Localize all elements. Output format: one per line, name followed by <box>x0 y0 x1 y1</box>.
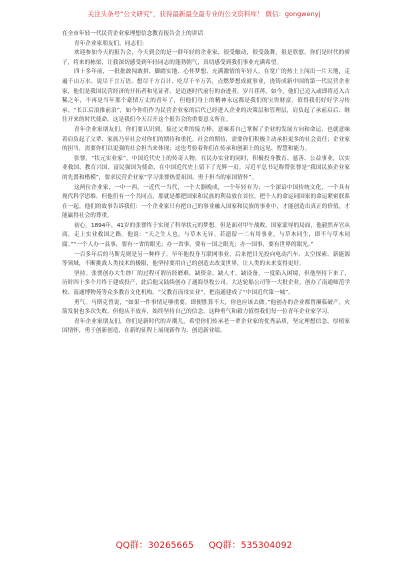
paragraph: 欢迎参加今天的报告会，今天到会的是一群年轻的企业家，很受触动，很受鼓舞，很是欣慰。你们是时代的骄子，将来的栋梁，让我深切感受到年轻同志的蓬勃朝气，真切感受到我们事业充满希望。 <box>62 50 350 66</box>
paragraph: 四十多年前，一批批敢闯敢拼、脚踏实地、心怀梦想、充满激情的年轻人，在宽广的热土上闯出一片天地，走遍千山万水、说尽千言万语、想尽千方百计、吃尽千辛万苦，点燃梦想成就事业，浇铸成新中国的第一代民营企业家，他们是我国民营经济的开拓者和见证者，是追逐时代前行的奋进者。岁月荏苒，如今，他们已迈入或即将迈入古稀之年，不再是当年那个豪情万丈的青年了，但他们身上的精神永远都是我们的宝贵财富，值得我们好好学习传承。“长江后浪推前浪”，如今你们作为民营企业家的后代已经进入企业的决策层和管理层，肩负起了承前启后、继往开来的时代使命，这是我们今天召开这个报告会的重要意义所在。 <box>62 69 350 124</box>
qq-group-1[interactable]: QQ群：30265665 <box>115 541 194 551</box>
paragraph: 青年企业家朋友们，你们要认识到，接过父辈的接力棒，意味着自己掌握了企业的发展方向和命运，也就意味着肩负起了父辈、家族乃至社会对你们的期待和重托。社会的期待，需要你们积极主动承担更多的社会责任；企业家的担当，需要你们以更强的社会担当来体现；这也考验着你们在传承和创新上的远见、智慧和能力。 <box>62 126 350 153</box>
document-body <box>62 30 350 530</box>
paragraph: 坚持。张謇创办大生纱厂的过程可谓历经磨难，缺资金、缺人才、缺设备，一度陷入困境，但他坚持下来了，历时四十多个月终于建成投产，此后他又陆续创办了通海垦牧公司、大达轮船公司等一大批企业，创办了南通师范学校、南通博物苑等众多教育文化机构，“父教育而母实业”，把南通建成了“中国近代第一城”。 <box>62 270 350 297</box>
paragraph: 初心。1894年，41岁的张謇终于实现了科举状元的梦想。但是面对甲午战败、国家蒙辱的局面，他毅然弃官从商，走上实业救国之路。他说：“天之生人也，与草木无异。若遗留一二有用事业，与草木同生，即不与草木同腐。”“一个人办一县事，要有一省的眼光；办一省事，要有一国之眼光；办一国事，要有世界的眼光。” <box>62 222 350 249</box>
paragraph: 勇气。马斯克曾说，“如果一件事情足够重要，即便胜算不大，你也应该去做。”他创办的企业都曾濒临破产，火箭发射也多次失败，但他从不放弃，始终坚持自己的信念，这种勇气和毅力值得我们每一位青年企业家学习。 <box>62 299 350 316</box>
footer-contact <box>0 540 408 552</box>
qq-group-2[interactable]: QQ群：535304092 <box>208 541 293 551</box>
document-title: 在全市年轻一代民营企业家理想信念教育报告会上的讲话 <box>62 31 204 37</box>
paragraph: 一百多年后的马斯克则是另一种样子。早年他投身互联网事业，后来把目光投向电动汽车、太空探索、新能源等领域，不断挑战人类技术的极限，他坚持要用自己的创造去改变世界，让人类的未来变得更好。 <box>62 251 350 268</box>
paragraph: 这两位企业家，一中一西，一近代一当代，一个大器晚成，一个年轻有为；一个深谙中国传统文化，一个具有现代科学思维。但他们有一个共同点，那就是都把国家和民族的利益放在首位，把个人的命运同国家的命运紧密联系在一起，他们的故事告诉我们：一个企业家只有把自己的事业融入国家和民族的事业中，才能创造出真正的价值，才能赢得社会的尊重。 <box>62 184 350 220</box>
top-banner[interactable]: 关注头条号“公文研究”，获得最新最全最专业的公文资料库！ 微信：gongwenyj <box>87 10 321 18</box>
paragraph: 张謇，“状元实业家”。中国近代史上的传奇人物。在民办实业的同时，积极投身教育、慈善、公益事业，以实业救国、教育兴国、富民强国为使命，在中国近代史上留下了光辉一页。习近平总书记称赞张謇是“我国民族企业家的先贤和楷模”，要求民营企业家“学习张謇热爱祖国、勇于担当的家国情怀”。 <box>62 155 350 181</box>
paragraph: 青年企业家朋友们，你们是新时代的弄潮儿，希望你们传承老一辈企业家的优秀品质，坚定理想信念，厚植家国情怀，勇于创新创造，在新的征程上展现新作为、创造新业绩。 <box>62 318 350 335</box>
document-salutation: 青年企业家朋友们、同志们： <box>74 40 148 47</box>
